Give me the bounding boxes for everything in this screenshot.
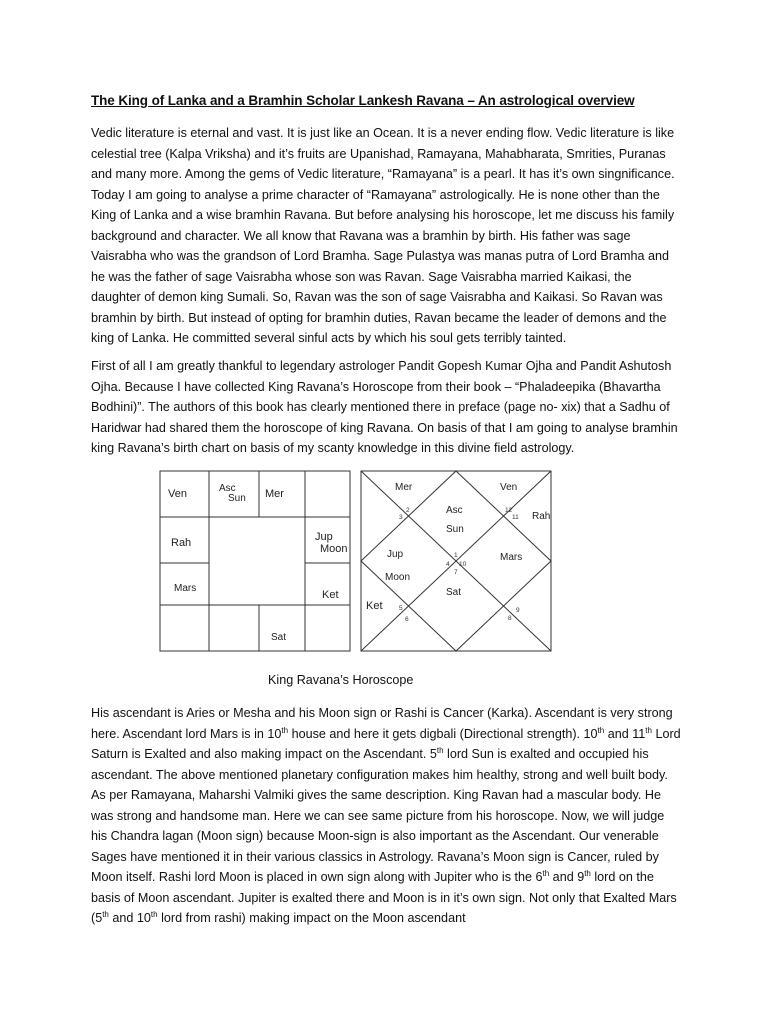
ordinal-suffix: th: [597, 725, 605, 735]
north-indian-chart: [361, 471, 551, 651]
south-ven-label: Ven: [168, 488, 187, 500]
house-number-3: 3: [399, 514, 403, 521]
south-moon-label: Moon: [320, 543, 348, 555]
analysis-text: lord Sun is exalted and occupied his ascendant. The above mentioned planetary configuration makes him healthy, strong and well built body. As per Ramayana, Maharshi Valmiki gives the same description. King Ravan had a mascular body. He was strong and handsome man. Here we can see same picture from his horoscope. Now, we will judge his Chandra lagan (Moon sign) because Moon-sign is also important as the Ascendant. Our venerable Sages have mentioned it in their various classics in Astrology. Ravana’s Moon sign is Cancer, ruled by Moon itself. Rashi lord Moon is placed in own sign along with Jupiter who is the 6: [91, 747, 668, 884]
ordinal-suffix: th: [645, 725, 652, 735]
chart-caption: King Ravana’s Horoscope: [268, 673, 414, 687]
north-mars-label: Mars: [500, 552, 523, 563]
document-title: The King of Lanka and a Bramhin Scholar Lankesh Ravana – An astrological overview: [91, 93, 635, 108]
north-ket-label: Ket: [366, 600, 383, 612]
analysis-text: Lord Saturn is Exalted and also making impact on the Ascendant. 5: [91, 726, 681, 761]
paragraph-source: First of all I am greatly thankful to legendary astrologer Pandit Gopesh Kumar Ojha and Pandit Ashutosh Ojha. Because I have collected King Ravana’s Horoscope from their book – “Phaladeepika (Bhavartha Bodhini)”. The authors of this book has clearly mentioned there in preface (page no- xix) that a Sadhu of Haridwar had shared them the horoscope of king Ravana. On basis of that I am going to analyse bramhin king Ravana’s birth chart on basis of my scanty knowledge in this divine field astrology.: [91, 359, 678, 455]
north-sun-label: Sun: [446, 524, 464, 535]
south-sun-label: Sun: [228, 493, 246, 504]
house-number-7: 7: [454, 569, 458, 576]
north-sat-label: Sat: [446, 587, 462, 598]
north-ven-label: Ven: [500, 482, 518, 493]
ordinal-suffix: th: [542, 868, 550, 878]
analysis-text: house and here it gets digbali (Directional strength). 10: [288, 726, 598, 741]
south-ket-label: Ket: [322, 589, 339, 601]
analysis-text: and 9: [549, 870, 585, 884]
analysis-text: His ascendant is Aries or Mesha and his Moon sign or Rashi is Cancer (Karka). Ascendant is very strong here. Ascendant lord Mars is in 10: [91, 706, 673, 741]
north-jup-label: Jup: [387, 549, 404, 560]
analysis-text: and 10: [108, 911, 151, 925]
house-number-4: 4: [446, 561, 450, 568]
ordinal-suffix: th: [281, 725, 289, 735]
house-number-10: 10: [459, 561, 467, 568]
north-rah-label: Rah: [532, 511, 551, 522]
paragraph-analysis: [91, 703, 681, 929]
south-indian-chart: [160, 471, 350, 651]
north-mer-label: Mer: [395, 482, 413, 493]
south-rah-label: Rah: [171, 537, 192, 549]
analysis-text: lord on the basis of Moon ascendant. Jupiter is exalted there and Moon is in it’s own sign. Not only that Exalted Mars (5: [91, 870, 677, 925]
analysis-text: lord from rashi) making impact on the Moon ascendant: [157, 911, 466, 925]
paragraph-intro: Vedic literature is eternal and vast. It is just like an Ocean. It is a never ending flow. Vedic literature is like celestial tree (Kalpa Vriksha) and it’s fruits are Upanishad, Ramayana, Mahabharata, Smrities, Puranas and many more. Among the gems of Vedic literature, “Ramayana” is a pearl. It has it’s own singnificance. Today I am going to analyse a prime character of “Ramayana” astrologically. He is none other than the King of Lanka and a wise bramhin Ravana. But before analysing his horoscope, let me discuss his family background and character. We all know that Ravana was a bramhin by birth. His father was sage Vaisrabha who was the grandson of Lord Bramha. Sage Pulastya was manas putra of Lord Bramha and he was the father of sage Vaisrabha whose son was Ravan. Sage Vaisrabha married Kaikasi, the daughter of demon king Sumali. So, Ravan was the son of sage Vaisrabha and Kaikasi. So Ravan was bramhin by birth. But instead of opting for bramhin duties, Ravan became the leader of demons and the king of Lanka. He committed several sinful acts by which his soul gets terribly tainted.: [91, 126, 675, 345]
house-number-1: 1: [454, 552, 458, 559]
south-mer-label: Mer: [265, 488, 284, 500]
house-number-12: 12: [505, 507, 513, 514]
analysis-text: and 11: [604, 726, 646, 741]
house-number-8: 8: [508, 615, 512, 622]
south-asc-label: Asc: [219, 483, 236, 494]
south-jup-label: Jup: [315, 531, 333, 543]
ordinal-suffix: th: [584, 868, 591, 878]
house-number-11: 11: [512, 514, 519, 521]
south-sat-label: Sat: [271, 632, 287, 643]
house-number-6: 6: [405, 616, 409, 623]
north-asc-label: Asc: [446, 505, 463, 516]
north-moon-label: Moon: [385, 572, 411, 583]
ordinal-suffix: th: [102, 909, 109, 919]
south-mars-label: Mars: [174, 583, 197, 594]
house-number-5: 5: [399, 605, 403, 612]
ordinal-suffix: th: [436, 745, 444, 755]
house-number-9: 9: [516, 607, 520, 614]
house-number-2: 2: [406, 507, 410, 514]
ordinal-suffix: th: [150, 909, 158, 919]
